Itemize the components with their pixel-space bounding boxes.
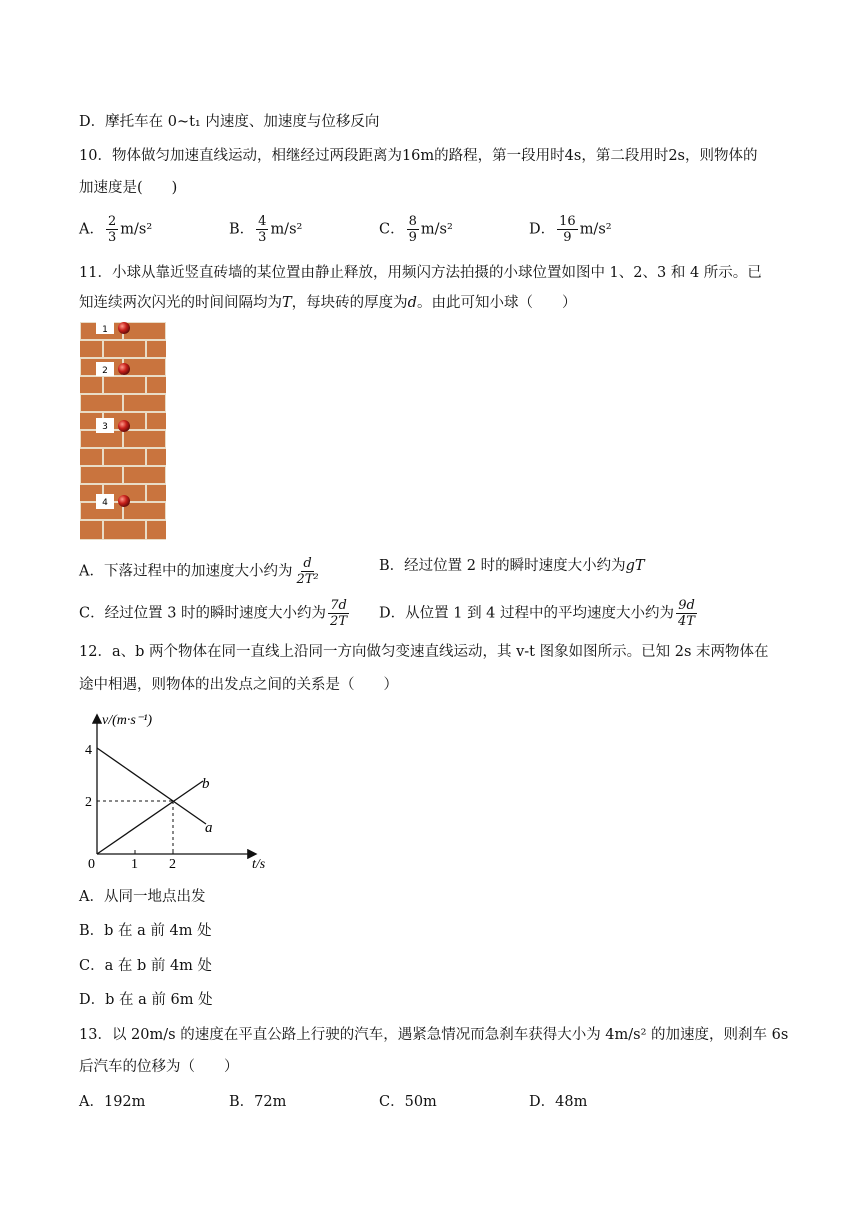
q10-option-a: A． $\frac{2}{3}$ m/s² <box>79 214 153 245</box>
q13-option-c: C．50m <box>379 1094 437 1110</box>
svg-text:3: 3 <box>102 422 108 432</box>
q11-stem-line2: 知连续两次闪光的时间间隔均为T，每块砖的厚度为d。由此可知小球（ ） <box>79 295 577 311</box>
q13-stem-line2: 后汽车的位移为（ ） <box>79 1059 239 1075</box>
line-a-label: a <box>205 820 213 836</box>
marker-4 <box>96 494 130 509</box>
line-a <box>97 748 206 824</box>
q9-option-d: D．摩托车在 0~t₁ 内速度、加速度与位移反向 <box>79 114 380 130</box>
marker-1 <box>96 322 130 335</box>
q13-option-d: D．48m <box>529 1094 588 1110</box>
q11-option-c: C．经过位置 3 时的瞬时速度大小约为 $\frac{7d}{2T}$ <box>79 598 347 629</box>
q10-option-d: D． $\frac{16}{9}$ m/s² <box>529 214 612 245</box>
svg-text:2: 2 <box>102 366 108 376</box>
x-tick-label-2: 2 <box>169 857 176 872</box>
q11-option-d: D．从位置 1 到 4 过程中的平均速度大小约为 $\frac{9d}{4T}$ <box>379 598 695 629</box>
q10-option-c: C． $\frac{8}{9}$ m/s² <box>379 214 453 245</box>
svg-text:1: 1 <box>102 325 108 335</box>
line-b-label: b <box>202 776 210 792</box>
q12-stem-line2: 途中相遇，则物体的出发点之间的关系是（ ） <box>79 677 398 693</box>
line-b <box>97 781 203 854</box>
y-axis-label: v/(m·s⁻¹) <box>102 713 153 728</box>
q11-option-b: B．经过位置 2 时的瞬时速度大小约为gT <box>379 558 645 574</box>
q10-option-b: B． $\frac{4}{3}$ m/s² <box>229 214 303 245</box>
q13-option-b: B．72m <box>229 1094 287 1110</box>
svg-text:4: 4 <box>102 498 108 508</box>
q11-option-a: A．下落过程中的加速度大小约为 $\frac{d}{\text{2T²}}$ <box>79 556 319 587</box>
q13-stem-line1: 13．以 20m/s 的速度在平直公路上行驶的汽车，遇紧急情况而急刹车获得大小为 4m/s² 的加速度，则刹车 6s <box>79 1027 789 1043</box>
x-axis-label: t/s <box>252 857 266 872</box>
y-tick-label-4: 4 <box>85 743 92 758</box>
marker-3 <box>96 418 130 433</box>
q11-stem-line1: 11．小球从靠近竖直砖墙的某位置由静止释放，用频闪方法拍摄的小球位置如图中 1、2、3 和 4 所示。已 <box>79 265 762 281</box>
q12-stem-line1: 12．a、b 两个物体在同一直线上沿同一方向做匀变速直线运动，其 v-t 图象如图所示。已知 2s 末两物体在 <box>79 644 769 660</box>
q10-stem-line1: 10．物体做匀加速直线运动，相继经过两段距离为16m的路程，第一段用时4s，第二段用时2s，则物体的 <box>79 148 758 164</box>
q13-option-a: A．192m <box>79 1094 146 1110</box>
q12-option-c: C．a 在 b 前 4m 处 <box>79 958 213 974</box>
q12-option-d: D．b 在 a 前 6m 处 <box>79 992 213 1008</box>
q10-stem-line2: 加速度是( ) <box>79 180 178 196</box>
x-tick-label-1: 1 <box>131 857 138 872</box>
marker-2 <box>96 362 130 376</box>
q12-option-b: B．b 在 a 前 4m 处 <box>79 923 212 939</box>
y-tick-label-2: 2 <box>85 795 92 810</box>
brick-wall-figure <box>80 322 166 540</box>
x-tick-label-0: 0 <box>88 857 95 872</box>
vt-graph <box>80 706 280 876</box>
q12-option-a: A．从同一地点出发 <box>79 889 206 905</box>
